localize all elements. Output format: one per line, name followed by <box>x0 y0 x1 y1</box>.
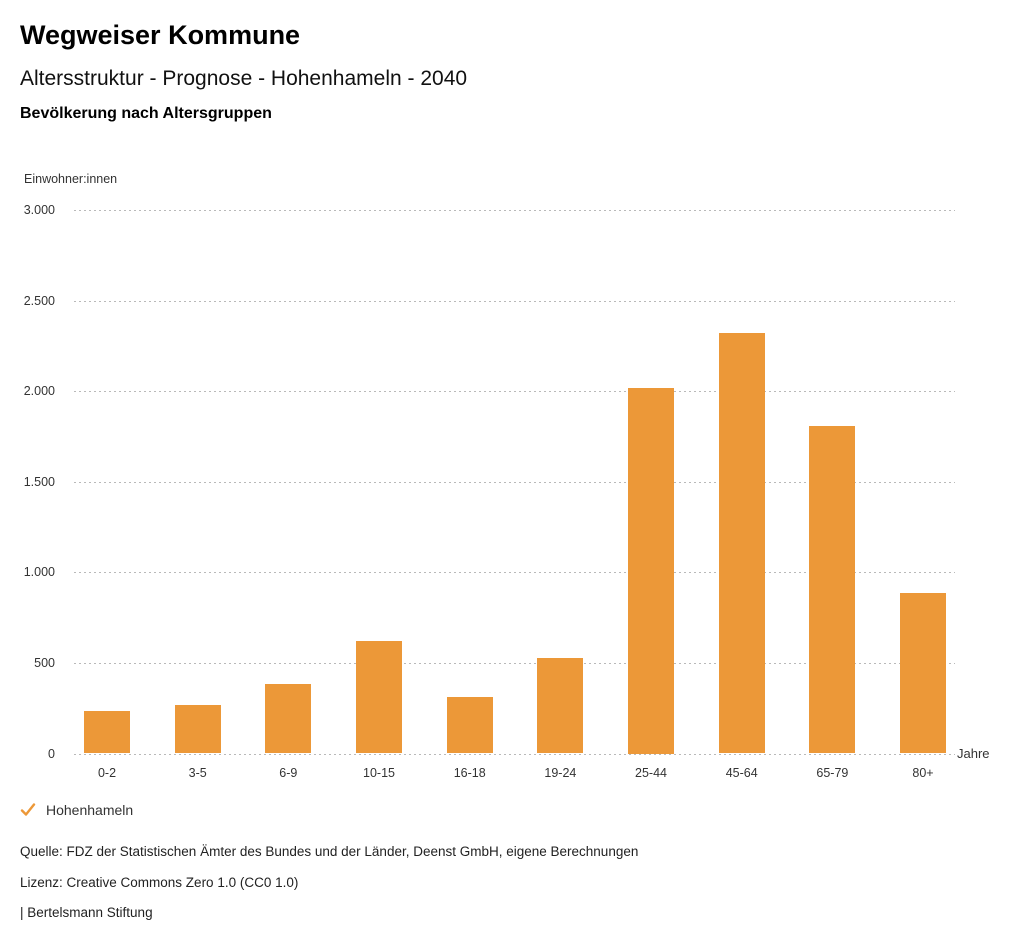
y-axis-unit-label: Einwohner:innen <box>24 172 118 186</box>
attribution-note: | Bertelsmann Stiftung <box>20 905 153 920</box>
bar-3-5[interactable] <box>175 705 221 754</box>
x-tick-label-6-9: 6-9 <box>279 766 298 780</box>
bar-19-24[interactable] <box>537 658 583 753</box>
x-tick-label-3-5: 3-5 <box>188 766 207 780</box>
check-icon <box>20 803 36 817</box>
bar-25-44[interactable] <box>628 388 674 754</box>
chart-heading: Bevölkerung nach Altersgruppen <box>20 105 272 122</box>
bar-45-64[interactable] <box>719 333 765 753</box>
x-tick-label-19-24: 19-24 <box>544 766 577 780</box>
page-title: Wegweiser Kommune <box>20 20 301 50</box>
x-tick-label-65-79: 65-79 <box>816 766 849 780</box>
x-tick-label-0-2: 0-2 <box>97 766 117 780</box>
y-tick-label-500: 500 <box>34 655 55 670</box>
y-tick-label-1.500: 1.500 <box>23 474 55 489</box>
bar-6-9[interactable] <box>265 684 311 754</box>
gridline-y-2500 <box>74 301 955 302</box>
y-tick-label-2.000: 2.000 <box>23 384 55 399</box>
bar-80+[interactable] <box>900 593 946 753</box>
y-tick-label-3.000: 3.000 <box>23 203 55 217</box>
x-tick-label-10-15: 10-15 <box>363 766 395 780</box>
y-tick-label-2.500: 2.500 <box>23 293 55 308</box>
bar-65-79[interactable] <box>809 426 855 754</box>
x-tick-label-80+: 80+ <box>912 766 934 780</box>
x-tick-label-25-44: 25-44 <box>635 766 667 780</box>
page-subtitle: Altersstruktur - Prognose - Hohenhameln - 2040 <box>20 67 468 90</box>
source-note: Quelle: FDZ der Statistischen Ämter des Bundes und der Länder, Deenst GmbH, eigene Berechnungen <box>20 844 639 859</box>
x-axis-unit-label: Jahre <box>957 746 990 761</box>
gridline-y-3000 <box>74 210 955 211</box>
legend-item-hohenhameln[interactable] <box>20 802 133 818</box>
x-tick-label-16-18: 16-18 <box>453 766 486 780</box>
bar-16-18[interactable] <box>447 697 493 753</box>
bar-10-15[interactable] <box>356 641 402 753</box>
license-note: Lizenz: Creative Commons Zero 1.0 (CC0 1.0) <box>20 875 299 890</box>
gridline-y-2000 <box>74 391 955 392</box>
y-tick-label-1.000: 1.000 <box>23 565 55 580</box>
bar-0-2[interactable] <box>84 711 130 754</box>
x-tick-label-45-64: 45-64 <box>725 766 758 780</box>
legend-label: Hohenhameln <box>46 802 134 818</box>
gridline-y-0 <box>74 754 955 755</box>
y-tick-label-0: 0 <box>48 746 55 761</box>
